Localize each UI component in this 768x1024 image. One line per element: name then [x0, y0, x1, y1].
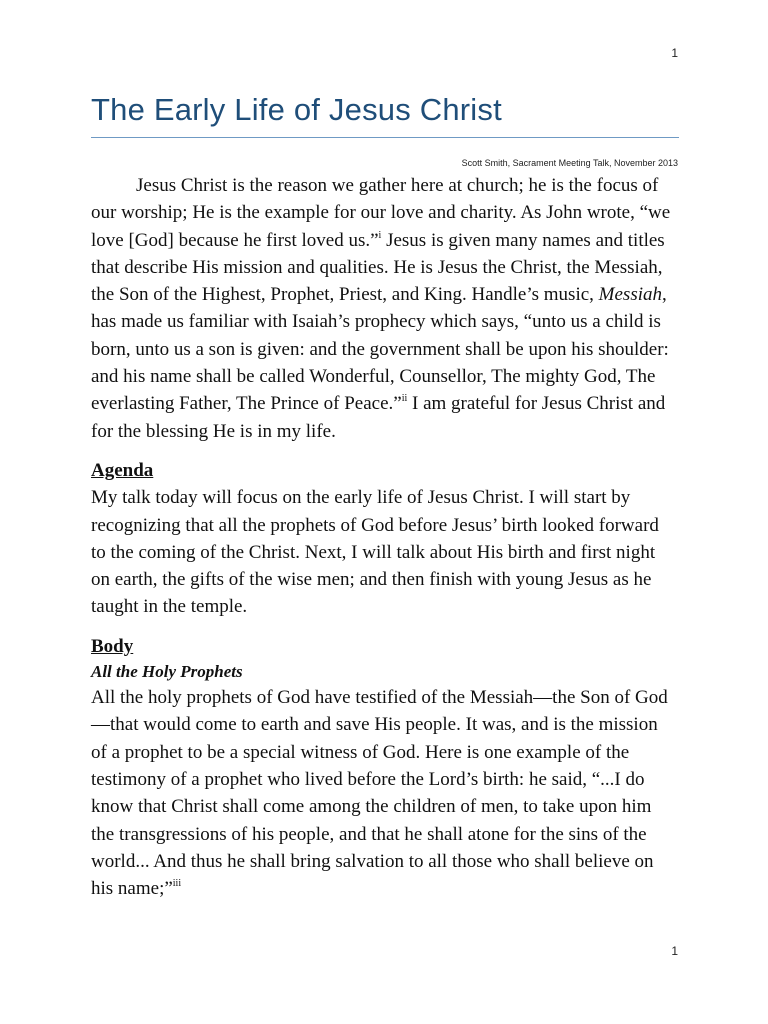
intro-text-4: I am grateful for Jesus Christ and for the blessing He is in my life. [91, 393, 666, 442]
agenda-heading: Agenda [91, 459, 154, 481]
footnote-ref-ii: ii [401, 393, 408, 405]
prophets-paragraph [91, 684, 677, 902]
document-body [91, 172, 677, 902]
byline: Scott Smith, Sacrament Meeting Talk, November 2013 [461, 158, 678, 168]
page-number-bottom: 1 [671, 944, 678, 958]
intro-text-3: , has made us familiar with Isaiah’s prophecy which says, “unto us a child is born, unto us a son is given: and the government shall be upon his shoulder: and his name shall be called Wonderful, Counsellor, The mighty God, The everlasting Father, The Prince of Peace.” [91, 284, 669, 415]
intro-text-1: Jesus Christ is the reason we gather here at church; he is the focus of our worship; He is the example for our love and charity. As John wrote, “we love [God] because he first loved us.” [91, 175, 671, 251]
footnote-ref-iii: iii [172, 878, 182, 890]
prophets-text: All the holy prophets of God have testified of the Messiah—the Son of God—that would come to earth and save His people. It was, and is the mission of a prophet to be a special witness of God. Here is one example of the testimony of a prophet who lived before the Lord’s birth: he said, “...I do know that Christ shall come among the children of men, to take upon him the transgressions of his people, and that he shall atone for the sins of the world... And thus he shall bring salvation to all those who shall believe on his name;” [91, 687, 668, 900]
intro-text-2: Jesus is given many names and titles that describe His mission and qualities. He is Jesus the Christ, the Messiah, the Son of the Highest, Prophet, Priest, and King. Handle’s music, [91, 229, 665, 306]
body-heading: Body [91, 635, 134, 657]
intro-paragraph [91, 172, 677, 445]
footnote-ref-i: i [378, 229, 382, 241]
title-underline-rule [91, 137, 679, 138]
agenda-paragraph: My talk today will focus on the early life of Jesus Christ. I will start by recognizing that all the prophets of God before Jesus’ birth looked forward to the coming of the Christ. Next, I will talk about His birth and first night on earth, the gifts of the wise men; and then finish with young Jesus as he taught in the temple. [91, 487, 659, 618]
page-number-top: 1 [671, 46, 678, 60]
prophets-subheading: All the Holy Prophets [91, 662, 243, 682]
document-title: The Early Life of Jesus Christ [91, 92, 502, 127]
messiah-title: Messiah [598, 284, 662, 306]
